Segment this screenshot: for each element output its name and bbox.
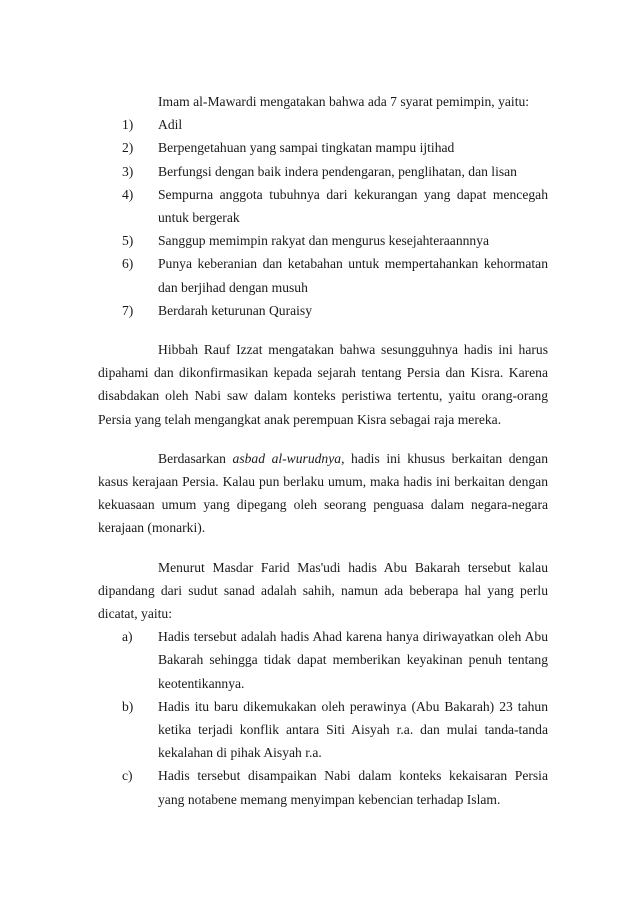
list-item-text: Punya keberanian dan ketabahan untuk mempertahankan kehormatan dan berjihad dengan musuh — [158, 256, 548, 295]
paragraph-hibbah: Hibbah Rauf Izzat mengatakan bahwa sesungguhnya hadis ini harus dipahami dan dikonfirmasikan kepada sejarah tentang Persia dan Kisra. Karena disabdakan oleh Nabi saw dalam konteks peristiwa tertentu, yaitu orang-orang Persia yang telah mengangkat anak perempuan Kisra sebagai raja mereka. — [98, 342, 548, 427]
list-marker: 2) — [122, 140, 134, 156]
list-marker: b) — [122, 698, 134, 714]
list-item — [98, 160, 548, 183]
syarat-list — [98, 113, 548, 322]
list-marker: c) — [122, 768, 133, 784]
list-item-text: Berfungsi dengan baik indera pendengaran, penglihatan, dan lisan — [158, 163, 517, 179]
list-item-text: Hadis itu baru dikemukakan oleh perawinya (Abu Bakarah) 23 tahun ketika terjadi konflik antara Siti Aisyah r.a. dan mulai tanda-tanda kekalahan di pihak Aisyah r.a. — [158, 698, 548, 761]
list-marker: 5) — [122, 233, 134, 249]
list-item — [98, 625, 548, 695]
list-item — [98, 113, 548, 136]
list-item-text: Hadis tersebut adalah hadis Ahad karena hanya diriwayatkan oleh Abu Bakarah sehingga tidak dapat memberikan keyakinan penuh tentang keotentikannya. — [158, 629, 548, 691]
document-body — [98, 90, 548, 811]
paragraph-masdar: Menurut Masdar Farid Mas'udi hadis Abu Bakarah tersebut kalau dipandang dari sudut sanad adalah sahih, namun ada beberapa hal yang perlu dicatat, yaitu: — [98, 559, 548, 622]
list-item-text: Berpengetahuan yang sampai tingkatan mampu ijtihad — [158, 140, 455, 156]
list-item — [98, 136, 548, 159]
list-item-text: Adil — [158, 117, 183, 133]
list-item-text: Sempurna anggota tubuhnya dari kekurangan yang dapat mencegah untuk bergerak — [158, 186, 548, 226]
list-marker: 6) — [122, 256, 134, 272]
list-item — [98, 229, 548, 252]
list-item — [98, 252, 548, 298]
paragraph-text: , hadis ini khusus berkaitan dengan kasus kerajaan Persia. Kalau pun berlaku umum, maka hadis ini berkaitan dengan kekuasaan umum yang dipegang oleh seorang penguasa dalam negara-negara kerajaan (monarki). — [98, 450, 548, 536]
list-marker: a) — [122, 629, 133, 645]
list-item — [98, 299, 548, 322]
list-item-text: Hadis tersebut disampaikan Nabi dalam konteks kekaisaran Persia yang notabene memang menyimpan kebencian terhadap Islam. — [158, 768, 548, 807]
intro-paragraph: Imam al-Mawardi mengatakan bahwa ada 7 syarat pemimpin, yaitu: — [158, 94, 530, 109]
list-item-text: Berdarah keturunan Quraisy — [158, 302, 313, 318]
catatan-list — [98, 625, 548, 811]
list-item-text: Sanggup memimpin rakyat dan mengurus kesejahteraannnya — [158, 233, 490, 249]
italic-term: asbad al-wurudnya — [232, 450, 342, 466]
list-marker: 7) — [122, 302, 134, 318]
list-item — [98, 764, 548, 810]
list-item — [98, 183, 548, 229]
paragraph-asbab — [98, 447, 548, 540]
list-marker: 4) — [122, 186, 134, 202]
list-marker: 1) — [122, 117, 134, 133]
list-marker: 3) — [122, 163, 134, 179]
paragraph-text: Berdasarkan — [158, 450, 233, 466]
list-item — [98, 695, 548, 765]
